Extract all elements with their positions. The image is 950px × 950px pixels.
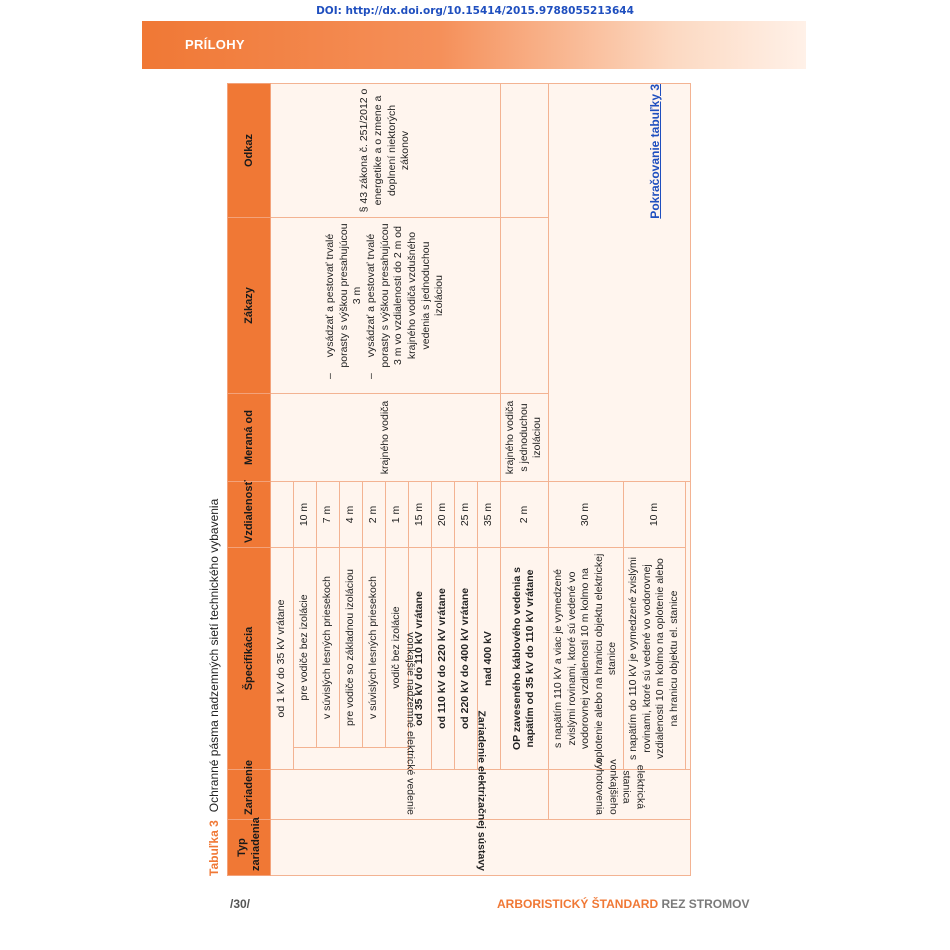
station-value: 10 m (624, 482, 686, 548)
table-row (548, 84, 623, 876)
brand-sub: REZ STROMOV (661, 897, 750, 911)
cable-bans (501, 218, 549, 394)
cable-measured: krajného vodiča s jednoduchou izoláciou (501, 394, 549, 482)
sub-value: 10 m (294, 482, 317, 548)
overhead-range-label: od 1 kV do 35 kV vrátane (271, 548, 294, 770)
sub-label: pre vodiče so základnou izoláciou (340, 548, 363, 748)
cable-value: 2 m (501, 482, 549, 548)
sub-value: 4 m (340, 482, 363, 548)
sub-label: v súvislých lesných priesekoch (317, 548, 340, 748)
header-row (228, 84, 271, 876)
page-number: /30/ (230, 897, 251, 911)
col-zariadenie: Zariadenie (228, 770, 271, 820)
sub-value: 1 m (386, 482, 409, 548)
level-value: 25 m (455, 482, 478, 548)
station-device: elektrická stanica vonkajšieho vyhotovenia (593, 758, 647, 816)
level-value: 20 m (432, 482, 455, 548)
ban-item: – vysádzať a pestovať trvalé porasty s výškou presahujúcou 3 m vo vzdialenosti do 2 m od krajného vodiča vzdušného vedenia s jednoduchou izoláciou (365, 222, 447, 379)
brand-main: ARBORISTICKÝ ŠTANDARD (497, 897, 659, 911)
level-value: 15 m (409, 482, 432, 548)
col-typ: Typ zariadenia (228, 820, 271, 876)
sub-label: v súvislých lesných priesekoch (363, 548, 386, 748)
sub-value: 2 m (363, 482, 386, 548)
ban-item: – vysádzať a pestovať trvalé porasty s výškou presahujúcou 3 m (324, 222, 365, 379)
table-page (203, 76, 683, 876)
level-label: od 110 kV do 220 kV vrátane (432, 548, 455, 770)
overhead-measured: krajného vodiča (271, 394, 501, 482)
col-zakazy: Zákazy (228, 218, 271, 394)
level-label: nad 400 kV (478, 548, 501, 770)
overhead-bans-cell (271, 218, 501, 394)
rotated-table-area (203, 76, 683, 876)
station-empty (548, 84, 690, 482)
overhead-device: vonkajšie nadzemné elektrické vedenie (404, 632, 417, 815)
overhead-range-value (271, 482, 294, 548)
caption-label: Tabuľka 3 (207, 820, 221, 876)
station-spacer (685, 482, 690, 770)
station-value: 30 m (548, 482, 623, 548)
table-caption (207, 499, 221, 876)
cable-reference (501, 84, 549, 218)
station-label: s napätím 110 kV a viac je vymedzené zvislými rovinami, ktoré sú vedené vo vodorovnej vzdialenosti 10 m kolmo na oplotenie alebo na hranicu objektu elektrickej stanice (548, 548, 623, 770)
table-row (501, 84, 549, 876)
sub-label: pre vodiče bez izolácie (294, 548, 317, 748)
typ-value: Zariadenie elektrizačnej sústavy (475, 710, 488, 871)
overhead-reference: § 43 zákona č. 251/2012 o energetike a o zmene a doplnení niektorých zákonov (271, 84, 501, 218)
continue-link[interactable]: Pokračovanie tabuľky 3 (648, 84, 662, 219)
level-label: od 220 kV do 400 kV vrátane (455, 548, 478, 770)
section-title: PRÍLOHY (185, 37, 245, 52)
caption-text: Ochranné pásma nadzemných sietí technického vybavenia (207, 498, 221, 813)
station-label: s napätím do 110 kV je vymedzené zvislými rovinami, ktoré sú vedené vo vodorovnej vzdialenosti 10 m kolmo na oplotenie alebo na hranicu objektu el. stanice (624, 548, 686, 770)
col-specifikacia: Špecifikácia (228, 548, 271, 770)
sub-value: 7 m (317, 482, 340, 548)
col-merana: Meraná od (228, 394, 271, 482)
station-device-cell (548, 758, 690, 820)
protection-zones-table (227, 83, 691, 876)
level-value: 35 m (478, 482, 501, 548)
doi-link[interactable]: DOI: http://dx.doi.org/10.15414/2015.9788055213644 (316, 5, 634, 17)
table-row (271, 84, 294, 876)
sub-label: vodič bez izolácie (386, 548, 409, 748)
level-label: od 35 kV do 110 kV vrátane (409, 548, 432, 770)
footer-brand (497, 897, 749, 911)
cable-label: OP zaveseného káblového vedenia s napätím od 35 kV do 110 kV vrátane (501, 548, 549, 770)
section-header (142, 21, 806, 69)
col-vzdialenost: Vzdialenosť (228, 482, 271, 548)
sub-indent (294, 748, 409, 770)
col-odkaz: Odkaz (228, 84, 271, 218)
